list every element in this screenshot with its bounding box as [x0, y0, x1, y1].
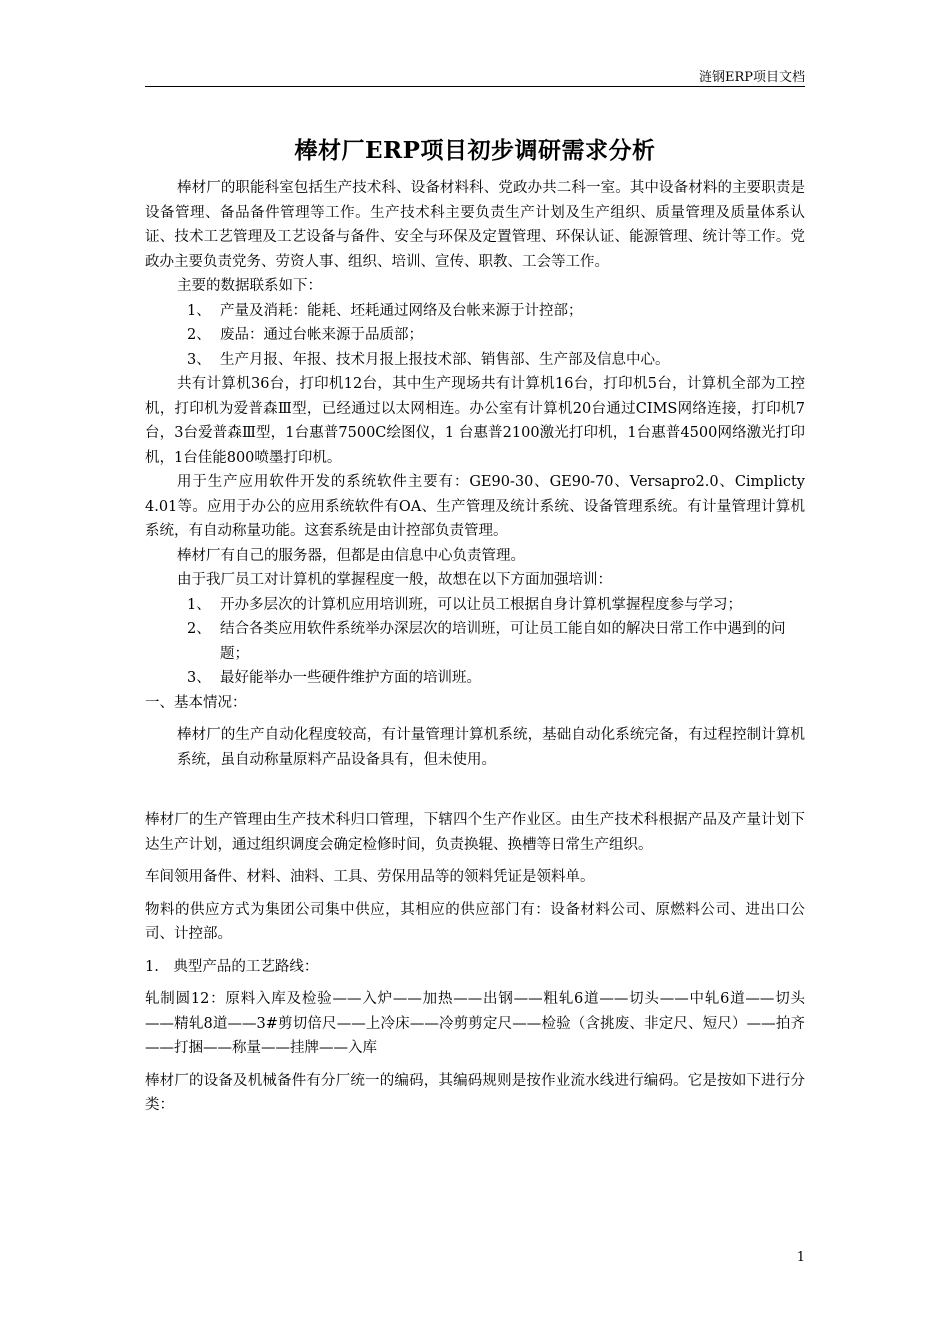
- document-title: 棒材厂ERP项目初步调研需求分析: [294, 137, 656, 164]
- list-item: 1、 开办多层次的计算机应用培训班，可以让员工根据自身计算机掌握程度参与学习；: [187, 596, 742, 613]
- intro-paragraph: 棒材厂的职能科室包括生产技术科、设备材料科、党政办共二科一室。其中设备材料的主要职责是设备管理、备品备件管理等工作。生产技术科主要负责生产计划及生产组织、质量管理及质量体系认证、技术工艺管理及工艺设备与备件、安全与环保及定置管理、环保认证、能源管理、统计等工作。党政办主要负责党务、劳资人事、组织、培训、宣传、职教、工会等工作。: [145, 180, 805, 270]
- header-rule: [145, 86, 805, 87]
- process-route-paragraph: 轧制圆12：原料入库及检验——入炉——加热——出钢——粗轧6道——切头——中轧6道——切头——精轧8道——3#剪切倍尺——上冷床——冷剪剪定尺——检验（含挑废、非定尺、短尺）——拍齐——打捆——称量——挂牌——入库: [145, 991, 805, 1056]
- section-heading: 一、基本情况：: [145, 694, 247, 711]
- list-item: 3、 最好能举办一些硬件维护方面的培训班。: [187, 670, 481, 686]
- training-list: [145, 593, 805, 691]
- server-paragraph: 棒材厂有自己的服务器，但都是由信息中心负责管理。: [177, 547, 525, 564]
- computers-paragraph: 共有计算机36台，打印机12台，其中生产现场共有计算机16台，打印机5台，计算机全部为工控机，打印机为爱普森Ⅲ型，已经通过以太网相连。办公室有计算机20台通过CIMS网络连接，打印机7台，3台爱普森Ⅲ型，1台惠普7500C绘图仪，1 台惠普2100激光打印机，1台惠普4500网络激光打印机，1台佳能800喷墨打印机。: [145, 376, 805, 466]
- production-paragraph: 棒材厂的生产管理由生产技术科归口管理，下辖四个生产作业区。由生产技术科根据产品及产量计划下达生产计划，通过组织调度会确定检修时间，负责换辊、换槽等日常生产组织。: [145, 812, 805, 853]
- list-item: 2、 结合各类应用软件系统举办深层次的培训班，可让员工能自如的解决日常工作中遇到的问题；: [187, 621, 786, 662]
- document-body: [145, 176, 805, 1118]
- data-links-heading: 主要的数据联系如下：: [177, 278, 322, 294]
- list-item: 2、 废品：通过台帐来源于品质部；: [187, 327, 423, 343]
- coding-paragraph: 棒材厂的设备及机械备件有分厂统一的编码，其编码规则是按作业流水线进行编码。它是按如下进行分类：: [145, 1072, 805, 1113]
- process-heading: 1. 典型产品的工艺路线：: [145, 958, 319, 975]
- list-item: 3、 生产月报、年报、技术月报上报技术部、销售部、生产部及信息中心。: [187, 351, 670, 368]
- automation-paragraph: 棒材厂的生产自动化程度较高，有计量管理计算机系统，基础自动化系统完备，有过程控制计算机系统，虽自动称量原料产品设备具有，但未使用。: [177, 727, 805, 768]
- list-item: 1、 产量及消耗：能耗、坯耗通过网络及台帐来源于计控部；: [187, 302, 583, 319]
- requisition-paragraph: 车间领用备件、材料、油料、工具、劳保用品等的领料凭证是领料单。: [145, 869, 595, 885]
- software-paragraph: 用于生产应用软件开发的系统软件主要有：GE90-30、GE90-70、Versapro2.0、Cimplicty 4.01等。应用于办公的应用系统软件有OA、生产管理及统计系统、设备管理系统。有计量管理计算机系统，有自动称量功能。这套系统是由计控部负责管理。: [145, 474, 805, 539]
- page-number: 1: [796, 1250, 805, 1265]
- supply-paragraph: 物料的供应方式为集团公司集中供应，其相应的供应部门有：设备材料公司、原燃料公司、进出口公司、计控部。: [145, 901, 805, 942]
- training-heading: 由于我厂员工对计算机的掌握程度一般，故想在以下方面加强培训：: [177, 572, 612, 588]
- data-links-list: [145, 299, 805, 373]
- page-header: 涟钢ERP项目文档: [698, 70, 805, 85]
